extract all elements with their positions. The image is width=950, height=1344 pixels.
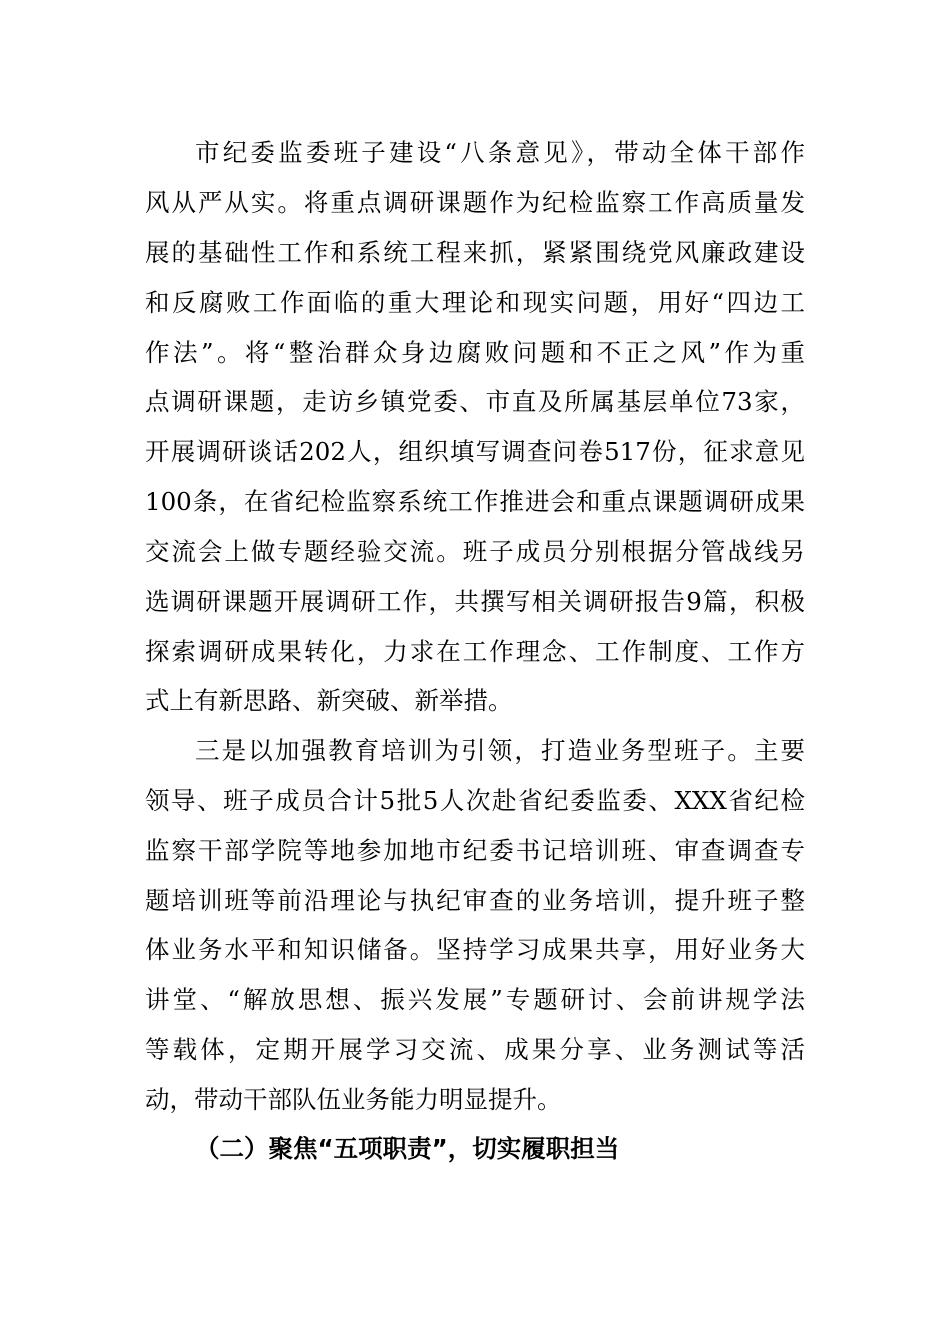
paragraph-1-line-5: 作法”。将“整治群众身边腐败问题和不正之风”作为重 [145, 338, 805, 367]
paragraph-1-line-8: 100条，在省纪检监察系统工作推进会和重点课题调研成果 [145, 487, 805, 516]
paragraph-2-line-7: 等载体，定期开展学习交流、成果分享、业务测试等活 [145, 1035, 805, 1064]
paragraph-1-line-9: 交流会上做专题经验交流。班子成员分别根据分管战线另 [145, 537, 805, 566]
paragraph-2-line-1: 三是以加强教育培训为引领，打造业务型班子。主要 [195, 736, 805, 765]
section-heading: （二）聚焦“五项职责”，切实履职担当 [195, 1134, 620, 1163]
paragraph-1-line-10: 选调研课题开展调研工作，共撰写相关调研报告9篇，积极 [145, 587, 805, 616]
paragraph-1-line-2: 风从严从实。将重点调研课题作为纪检监察工作高质量发 [145, 188, 805, 217]
paragraph-2-line-8: 动，带动干部队伍业务能力明显提升。 [145, 1085, 562, 1114]
paragraph-2-line-4: 题培训班等前沿理论与执纪审查的业务培训，提升班子整 [145, 886, 805, 915]
paragraph-2-line-5: 体业务水平和知识储备。坚持学习成果共享，用好业务大 [145, 935, 805, 964]
paragraph-2-line-6: 讲堂、“解放思想、振兴发展”专题研讨、会前讲规学法 [145, 985, 805, 1014]
paragraph-1-line-7: 开展调研谈话202人，组织填写调查问卷517份，征求意见 [145, 437, 805, 466]
paragraph-1-line-6: 点调研课题，走访乡镇党委、市直及所属基层单位73家， [145, 387, 805, 416]
paragraph-1-line-12: 式上有新思路、新突破、新举措。 [145, 686, 513, 715]
paragraph-1-line-4: 和反腐败工作面临的重大理论和现实问题，用好“四边工 [145, 288, 805, 317]
paragraph-1-line-11: 探索调研成果转化，力求在工作理念、工作制度、工作方 [145, 637, 805, 666]
paragraph-2-line-3: 监察干部学院等地参加地市纪委书记培训班、审查调查专 [145, 836, 805, 865]
paragraph-1-line-1: 市纪委监委班子建设“八条意见》，带动全体干部作 [195, 138, 805, 167]
paragraph-2-line-2: 领导、班子成员合计5批5人次赴省纪委监委、XXX省纪检 [145, 786, 805, 815]
paragraph-1-line-3: 展的基础性工作和系统工程来抓，紧紧围绕党风廉政建设 [145, 238, 805, 267]
